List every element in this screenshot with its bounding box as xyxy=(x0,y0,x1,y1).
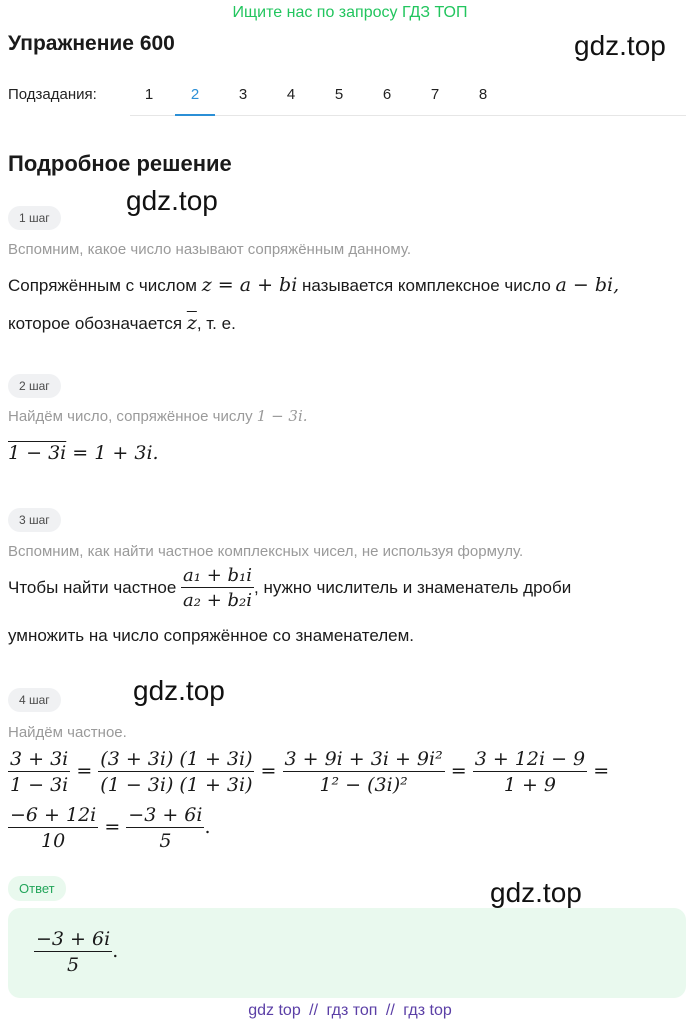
step-result xyxy=(8,442,159,464)
formula: = 1 + 3i. xyxy=(66,442,159,464)
step-hint: Вспомним, как найти частное комплексных чисел, не используя формулу. xyxy=(8,543,524,560)
watermark: gdz.top xyxy=(490,877,582,908)
footer-link[interactable]: гдз топ xyxy=(326,1002,378,1019)
fraction-numerator: −3 + 6i xyxy=(128,804,203,826)
step-text: умножить на число сопряжённое со знаменателем. xyxy=(8,626,415,645)
step-computation xyxy=(8,748,609,796)
step-text-part: которое обозначается xyxy=(8,314,183,333)
answer-badge: Ответ xyxy=(8,876,66,901)
equals-sign: = xyxy=(450,760,467,782)
watermark: gdz.top xyxy=(133,675,225,706)
subtask-tab-8[interactable]: 8 xyxy=(478,86,488,103)
fraction-denominator: 1² − (3i)² xyxy=(319,774,408,796)
step-text-part: Сопряжённым с числом xyxy=(8,276,197,295)
formula-fraction xyxy=(34,928,112,976)
formula-fraction xyxy=(8,748,70,796)
fraction-numerator: a₁ + b₁i xyxy=(183,565,253,586)
equals-sign: = xyxy=(104,816,121,838)
answer-formula xyxy=(34,928,118,976)
step-badge: 1 шаг xyxy=(8,206,61,230)
fraction-numerator: −3 + 6i xyxy=(36,928,111,950)
answer-box xyxy=(8,908,686,998)
footer-links xyxy=(0,1002,700,1020)
step-hint: Вспомним, какое число называют сопряжённым данному. xyxy=(8,241,412,258)
fraction-numerator: 3 + 9i + 3i + 9i² xyxy=(284,748,443,770)
subtask-tab-1[interactable]: 1 xyxy=(144,86,154,103)
step-hint: Найдём частное. xyxy=(8,724,127,741)
subtask-tab-4[interactable]: 4 xyxy=(286,86,296,103)
subtask-tabs xyxy=(130,80,686,116)
step-text-part: , нужно числитель и знаменатель дроби xyxy=(254,578,572,597)
subtask-tab-2[interactable]: 2 xyxy=(180,86,210,103)
fraction-numerator: −6 + 12i xyxy=(10,804,97,826)
formula: $\overline{z}$ xyxy=(186,312,197,334)
step-hint-text: Найдём число, сопряжённое числу xyxy=(8,408,253,425)
formula-fraction xyxy=(181,565,254,611)
step-hint xyxy=(8,407,308,425)
solution-title: Подробное решение xyxy=(8,151,232,176)
fraction-numerator: 3 + 3i xyxy=(10,748,69,770)
period: . xyxy=(112,940,119,962)
step-badge: 4 шаг xyxy=(8,688,61,712)
equals-sign: = xyxy=(260,760,277,782)
footer-link[interactable]: gdz top xyxy=(248,1002,301,1019)
fraction-numerator: (3 + 3i) (1 + 3i) xyxy=(100,748,253,770)
formula-fraction xyxy=(126,804,204,852)
formula-fraction xyxy=(98,748,254,796)
formula-fraction xyxy=(8,804,98,852)
formula: 1 − 3i. xyxy=(256,407,308,425)
footer-link[interactable]: гдз top xyxy=(403,1002,452,1019)
watermark: gdz.top xyxy=(126,185,218,216)
footer-separator: // xyxy=(309,1002,319,1019)
formula-fraction xyxy=(473,748,587,796)
step-text xyxy=(8,312,236,334)
equals-sign: = xyxy=(76,760,93,782)
step-text xyxy=(8,274,619,296)
step-text-part: , т. е. xyxy=(196,314,236,333)
equals-sign: = xyxy=(593,760,610,782)
period: . xyxy=(204,816,211,838)
step-computation xyxy=(8,804,211,852)
formula: z = a + bi xyxy=(201,274,298,296)
subtask-tab-5[interactable]: 5 xyxy=(334,86,344,103)
fraction-denominator: 5 xyxy=(159,830,172,852)
fraction-denominator: (1 − 3i) (1 + 3i) xyxy=(100,774,253,796)
search-banner[interactable]: Ищите нас по запросу ГДЗ ТОП xyxy=(232,4,468,21)
subtasks-label: Подзадания: xyxy=(8,86,97,103)
step-text-part: называется комплексное число xyxy=(302,276,551,295)
fraction-denominator: 10 xyxy=(41,830,66,852)
footer-separator: // xyxy=(385,1002,395,1019)
step-badge: 2 шаг xyxy=(8,374,61,398)
subtask-tab-3[interactable]: 3 xyxy=(238,86,248,103)
step-text xyxy=(8,565,571,611)
subtask-tab-6[interactable]: 6 xyxy=(382,86,392,103)
subtask-tab-7[interactable]: 7 xyxy=(430,86,440,103)
fraction-denominator: a₂ + b₂i xyxy=(183,590,253,611)
fraction-denominator: 5 xyxy=(67,954,80,976)
formula: a − bi, xyxy=(555,274,620,296)
fraction-denominator: 1 − 3i xyxy=(10,774,69,796)
formula-fraction xyxy=(283,748,445,796)
step-badge: 3 шаг xyxy=(8,508,61,532)
fraction-numerator: 3 + 12i − 9 xyxy=(474,748,586,770)
fraction-denominator: 1 + 9 xyxy=(503,774,557,796)
formula: 1 − 3i xyxy=(8,442,67,464)
step-text-part: Чтобы найти частное xyxy=(8,578,177,597)
exercise-title: Упражнение 600 xyxy=(8,32,175,55)
brand-logo[interactable]: gdz.top xyxy=(574,30,666,61)
